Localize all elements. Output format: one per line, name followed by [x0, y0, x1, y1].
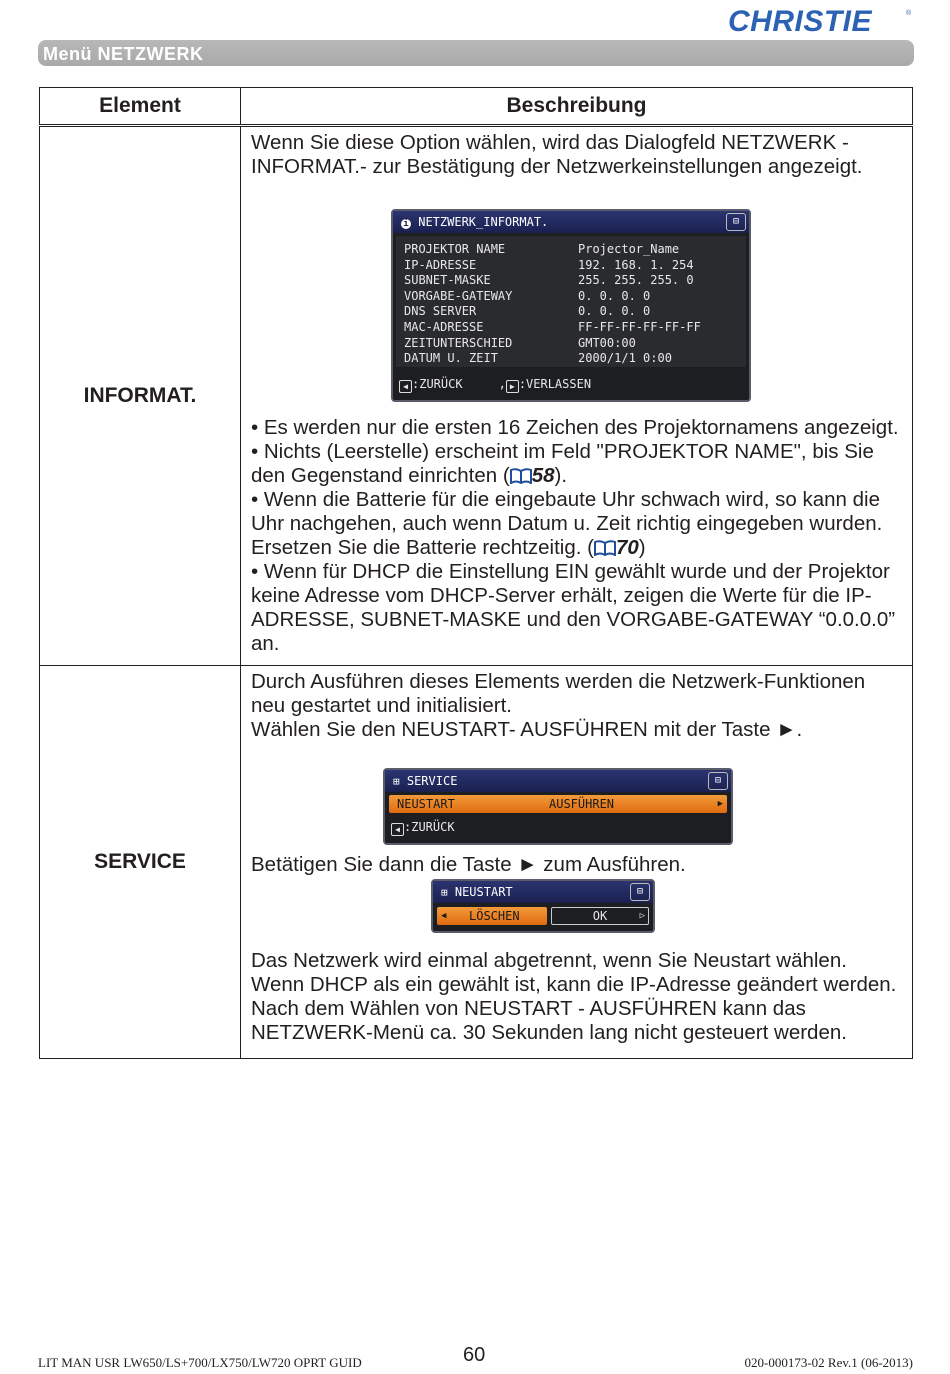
osd-label: PROJEKTOR NAME [404, 242, 506, 256]
footer-right: 020-000173-02 Rev.1 (06-2013) [744, 1355, 913, 1370]
description-service [241, 666, 913, 1059]
cancel-label: LÖSCHEN [469, 909, 520, 923]
element-informat: INFORMAT. [40, 126, 241, 666]
svg-text:®: ® [906, 10, 912, 17]
osd-value: 0. 0. 0. 0 [578, 288, 651, 303]
osd-network-info-window [391, 209, 751, 402]
book-reference-icon [594, 539, 616, 556]
arrow-right-icon: ▶ [717, 799, 723, 809]
service-para-4: Das Netzwerk wird einmal abgetrennt, wenn Sie Neustart wählen. Wenn DHCP als ein gewählt ist, kann die IP-Adresse geändert werden. [251, 949, 897, 996]
page-number: 60 [463, 1344, 486, 1366]
osd-label: DNS SERVER [404, 304, 477, 319]
osd-info-rows [396, 236, 746, 367]
osd-service-window [383, 768, 733, 845]
section-title: Menü NETZWERK [43, 44, 204, 64]
column-header-description: Beschreibung [241, 88, 913, 126]
informat-bullet-4: • Wenn für DHCP die Einstellung EIN gewählt wurde und der Projektor keine Adresse vom DHCP-Server erhält, zeigen die Werte für die IP-ADRESSE, SUBNET-MASKE und den VORGABE-GATEWAY “0.0.0.0” an. [251, 559, 896, 655]
osd-close-icon[interactable]: ⊟ [630, 883, 650, 901]
osd-value: 255. 255. 255. 0 [578, 273, 694, 288]
informat-bullet-1: • Es werden nur die ersten 16 Zeichen des Projektornamens angezeigt. [251, 415, 899, 439]
osd-exit-label[interactable]: :VERLASSEN [518, 376, 592, 391]
left-key-icon: ◀ [391, 823, 404, 836]
book-reference-icon [510, 467, 532, 484]
osd-restart-window [431, 879, 655, 933]
osd-footer: ◀ :ZURÜCK , ▶ :VERLASSEN [393, 370, 749, 400]
informat-bullet-3: • Wenn die Batterie für die eingebaute Uhr schwach wird, so kann die Uhr nachgehen, auch wenn Datum u. Zeit richtig eingegeben wurden. Ersetzen Sie die Batterie rechtzeitig. ( 70) [251, 487, 883, 559]
table-header-row [40, 88, 913, 126]
service-para-1: Durch Ausführen dieses Elements werden die Netzwerk-Funktionen neu gestartet und initialisiert. [251, 670, 866, 717]
osd-item-label: NEUSTART [397, 797, 455, 811]
osd-close-icon[interactable]: ⊟ [708, 772, 728, 790]
osd-value: 2000/1/1 0:00 [578, 351, 672, 366]
informat-bullet-2: • Nichts (Leerstelle) erscheint im Feld "PROJEKTOR NAME", bis Sie den Gegenstand einrichten ( 58). [251, 439, 874, 487]
service-para-2: Wählen Sie den NEUSTART- AUSFÜHREN mit der Taste ►. [251, 718, 803, 741]
section-title-bar [38, 40, 914, 66]
service-para-3: Betätigen Sie dann die Taste ► zum Ausführen. [251, 853, 686, 876]
ok-button[interactable] [551, 907, 649, 925]
left-key-icon: ◀ [399, 380, 412, 393]
column-header-element: Element [40, 88, 241, 126]
osd-value: FF-FF-FF-FF-FF-FF [578, 319, 701, 334]
ok-label: OK [592, 909, 608, 923]
network-icon: ⊞ [393, 775, 400, 788]
osd-value: GMT00:00 [578, 335, 636, 350]
cancel-button[interactable] [437, 907, 547, 925]
arrow-left-icon: ◀ [441, 911, 447, 921]
osd-label: IP-ADRESSE [404, 257, 477, 272]
network-menu-table [39, 87, 913, 1059]
osd-title-bar [385, 770, 731, 792]
arrow-right-icon: ▷ [639, 911, 645, 921]
osd-title: NEUSTART [454, 885, 513, 899]
osd-restart-item[interactable] [389, 795, 727, 813]
informat-intro: Wenn Sie diese Option wählen, wird das Dialogfeld NETZWERK -INFORMAT.- zur Bestätigung der Netzwerkeinstellungen angezeigt. [251, 131, 863, 178]
right-key-icon: ▶ [506, 380, 519, 393]
logo-text: CHRISTIE [728, 5, 873, 37]
osd-value: 192. 168. 1. 254 [578, 257, 694, 272]
osd-title-bar [433, 881, 653, 903]
network-icon: ⊞ [441, 886, 448, 899]
osd-footer [385, 813, 731, 843]
info-icon: i [401, 219, 411, 229]
table-row-informat [40, 126, 913, 666]
element-service: SERVICE [40, 666, 241, 1059]
osd-back-label[interactable]: :ZURÜCK [404, 820, 455, 834]
service-para-5: Nach dem Wählen von NEUSTART - AUSFÜHREN kann das NETZWERK-Menü ca. 30 Sekunden lang nicht gesteuert werden. [251, 997, 847, 1044]
osd-label: MAC-ADRESSE [404, 319, 484, 334]
osd-close-icon[interactable]: ⊟ [726, 213, 746, 231]
page-reference[interactable]: 58 [531, 463, 555, 487]
osd-title-bar [393, 211, 749, 233]
christie-logo [728, 3, 914, 37]
osd-title: SERVICE [406, 774, 458, 788]
osd-value: Projector_Name [578, 242, 680, 256]
osd-label: VORGABE-GATEWAY [404, 288, 513, 303]
footer-left: LIT MAN USR LW650/LS+700/LX750/LW720 OPRT GUID [38, 1355, 362, 1370]
osd-label: SUBNET-MASKE [404, 273, 491, 288]
table-row-service [40, 666, 913, 1059]
page-reference[interactable]: 70 [615, 535, 639, 559]
osd-label: DATUM U. ZEIT [404, 351, 498, 366]
osd-item-value: AUSFÜHREN [549, 797, 615, 811]
osd-label: ZEITUNTERSCHIED [404, 335, 513, 350]
description-informat [241, 126, 913, 666]
osd-value: 0. 0. 0. 0 [578, 304, 651, 319]
osd-back-label[interactable]: :ZURÜCK [412, 376, 463, 391]
osd-title: NETZWERK_INFORMAT. [418, 215, 549, 229]
